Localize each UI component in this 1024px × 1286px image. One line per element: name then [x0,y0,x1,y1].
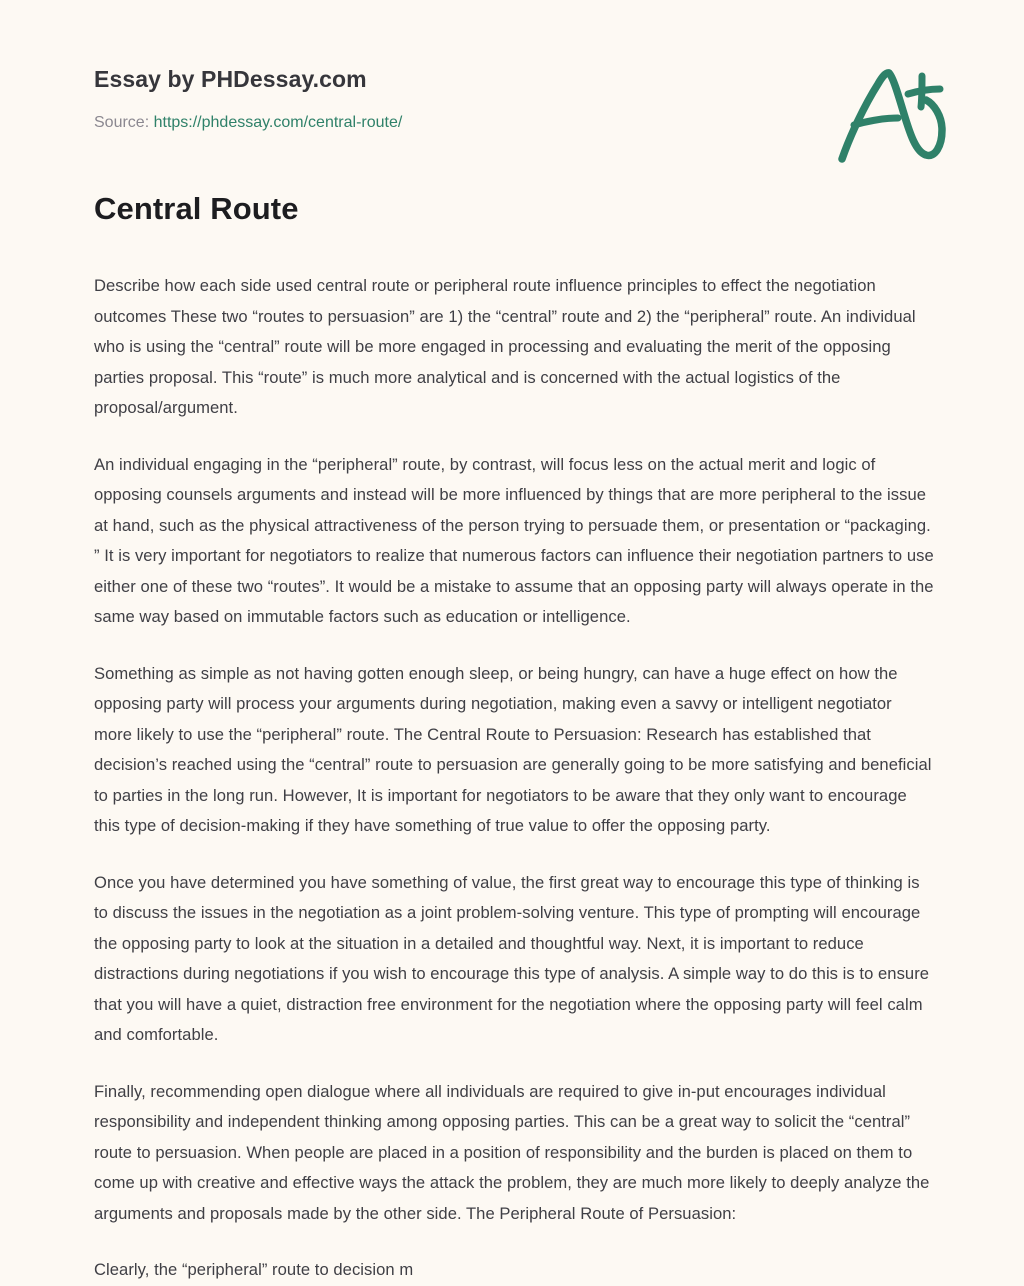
paragraph: Describe how each side used central route or peripheral route influence principles to effect the negotiation outcomes These two “routes to persuasion” are 1) the “central” route and 2) the “peripheral” route. An individual who is using the “central” route will be more engaged in processing and evaluating the merit of the opposing parties proposal. This “route” is much more analytical and is concerned with the actual logistics of the proposal/argument. [94,276,916,418]
source-label: Source: [94,113,150,131]
source-link[interactable]: https://phdessay.com/central-route/ [153,113,403,131]
a-plus-logo [834,62,950,166]
source-line [94,113,960,134]
a-plus-logo-icon [834,62,950,166]
brand-title: Essay by PHDessay.com [94,66,367,92]
paragraph: Clearly, the “peripheral” route to decision m [94,1260,414,1280]
article-body [94,271,934,1286]
page-title: Central Route [94,191,299,226]
article [0,190,1024,1286]
paragraph: Finally, recommending open dialogue where all individuals are required to give in-put encourages individual responsibility and independent thinking among opposing parties. This can be a great way to solicit the “central” route to persuasion. When people are placed in a position of responsibility and the burden is placed on them to come up with creative and effective ways the attack the problem, they are much more likely to deeply analyze the arguments and proposals made by the other side. The Peripheral Route of Persuasion: [94,1081,930,1223]
paragraph: Something as simple as not having gotten enough sleep, or being hungry, can have a huge effect on how the opposing party will process your arguments during negotiation, making even a savvy or intelligent negotiator more likely to use the “peripheral” route. The Central Route to Persuasion: Research has established that decision’s reached using the “central” route to persuasion are generally going to be more satisfying and beneficial to parties in the long run. However, It is important for negotiators to be aware that they only want to encourage this type of decision-making if they have something of true value to offer the opposing party. [94,663,932,836]
paragraph: An individual engaging in the “peripheral” route, by contrast, will focus less on the actual merit and logic of opposing counsels arguments and instead will be more influenced by things that are more peripheral to the issue at hand, such as the physical attractiveness of the person trying to persuade them, or presentation or “packaging. ” It is very important for negotiators to realize that numerous factors can influence their negotiation partners to use either one of these two “routes”. It would be a mistake to assume that an opposing party will always operate in the same way based on immutable factors such as education or intelligence. [94,454,934,627]
brand-block [94,66,960,133]
paragraph: Once you have determined you have something of value, the first great way to encourage this type of thinking is to discuss the issues in the negotiation as a joint problem-solving venture. This type of prompting will encourage the opposing party to look at the situation in a detailed and thoughtful way. Next, it is important to reduce distractions during negotiations if you wish to encourage this type of analysis. A simple way to do this is to ensure that you will have a quiet, distraction free environment for the negotiation where the opposing party will feel calm and comfortable. [94,872,930,1045]
page-header [0,0,1024,190]
